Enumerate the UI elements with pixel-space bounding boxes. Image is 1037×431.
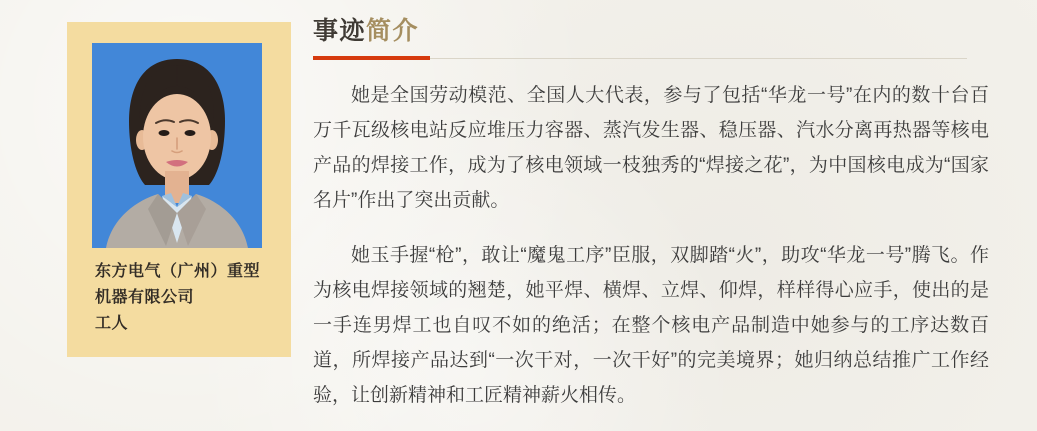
profile-card <box>67 22 291 357</box>
biography-section <box>313 0 989 413</box>
company-line-2: 机器有限公司 <box>95 289 195 306</box>
portrait-photo <box>92 43 262 248</box>
company-name-block <box>95 259 275 337</box>
section-title-dark-part: 事迹 <box>313 17 367 45</box>
bio-paragraph-2: 她玉手握“枪”，敢让“魔鬼工序”臣服，双脚踏“火”，助攻“华龙一号”腾飞。作为核电焊接领域的翘楚，她平焊、横焊、立焊、仰焊，样样得心应手，使出的是一手连男焊工也自叹不如的绝活；在整个核电产品制造中她参与的工序达数百道，所焊接产品达到“一次干对，一次干好”的完美境界；她归纳总结推广工作经验，让创新精神和工匠精神薪火相传。 <box>313 245 989 406</box>
divider-red-accent <box>313 56 430 60</box>
title-divider <box>313 56 989 60</box>
section-title <box>313 16 989 46</box>
section-title-gold-part: 简介 <box>366 17 420 45</box>
bio-paragraph-1: 她是全国劳动模范、全国人大代表，参与了包括“华龙一号”在内的数十台百万千瓦级核电站反应堆压力容器、蒸汽发生器、稳压器、汽水分离再热器等核电产品的焊接工作，成为了核电领域一枝独秀的“焊接之花”，为中国核电成为“国家名片”作出了突出贡献。 <box>313 85 989 211</box>
company-line-1: 东方电气（广州）重型 <box>95 263 261 280</box>
job-title: 工人 <box>95 315 129 332</box>
